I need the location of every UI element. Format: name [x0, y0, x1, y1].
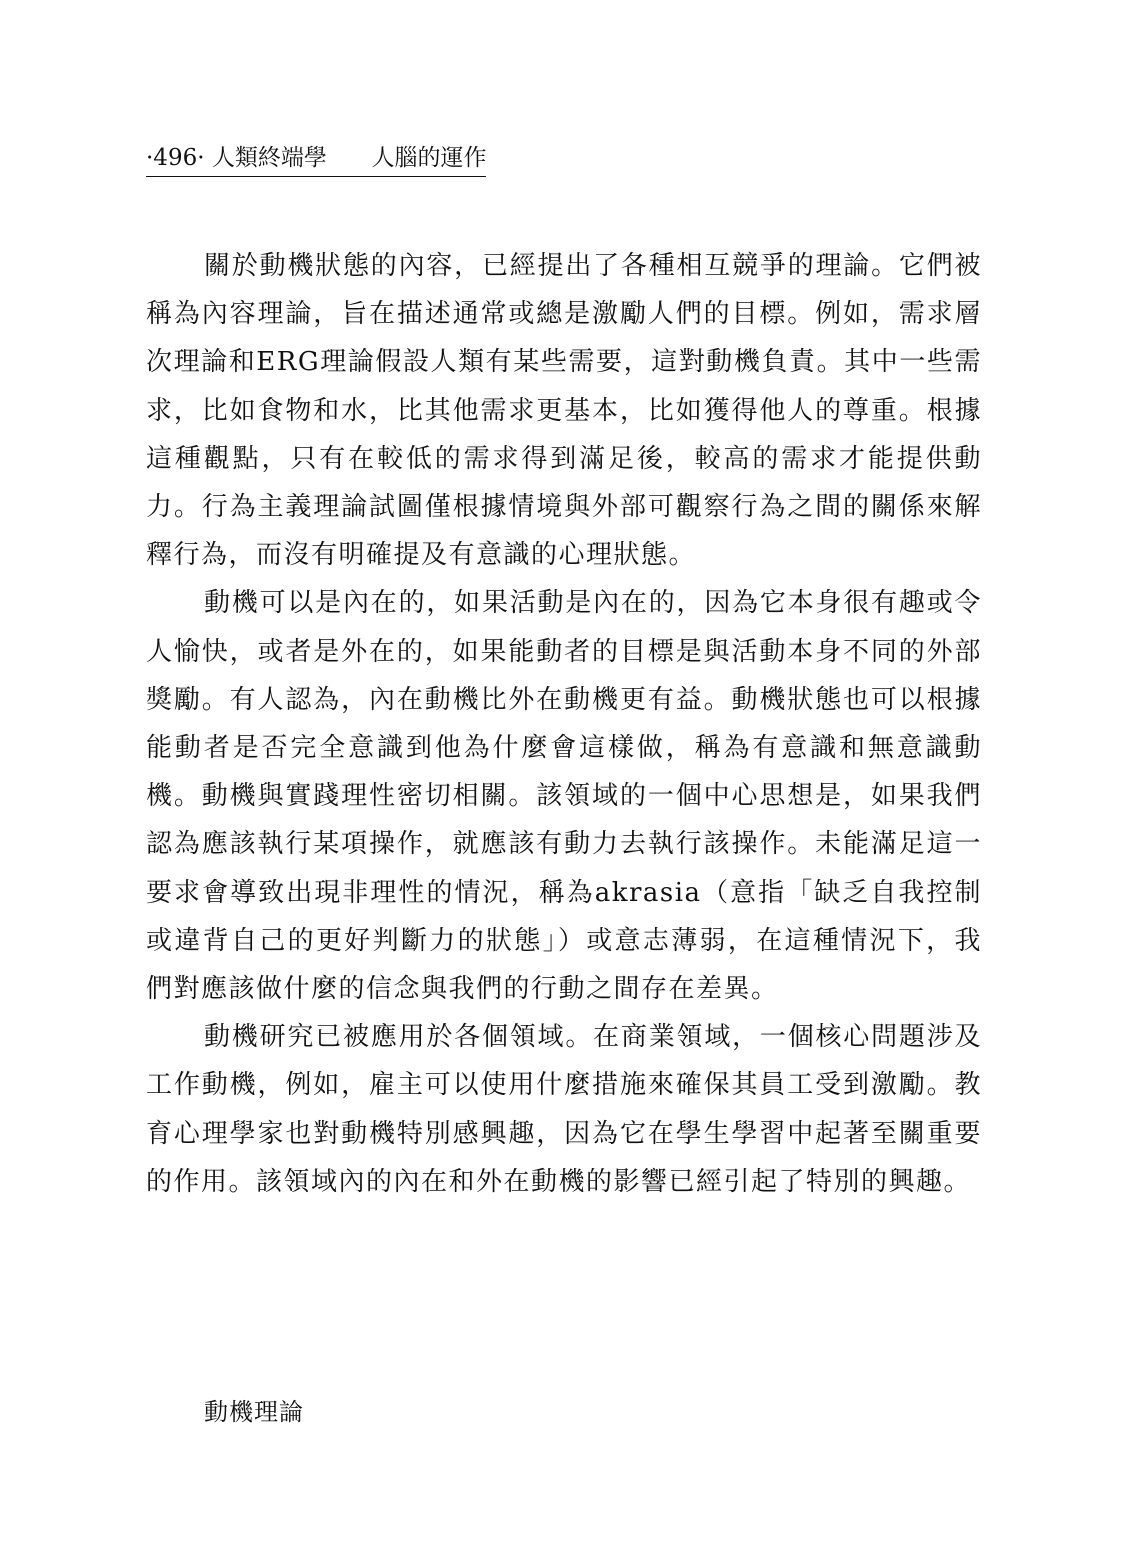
body-text — [146, 242, 982, 1206]
page-number: ·496· — [146, 145, 205, 171]
book-title: 人類終端學 — [211, 145, 327, 171]
section-heading: 動機理論 — [204, 1398, 304, 1426]
paragraph-content-theories: 關於動機狀態的內容，已經提出了各種相互競爭的理論。它們被稱為內容理論，旨在描述通常或總是激勵人們的目標。例如，需求層次理論和ERG理論假設人類有某些需要，這對動機負責。其中一些需求，比如食物和水，比其他需求更基本，比如獲得他人的尊重。根據這種觀點，只有在較低的需求得到滿足後，較高的需求才能提供動力。行為主義理論試圖僅根據情境與外部可觀察行為之間的關係來解釋行為，而沒有明確提及有意識的心理狀態。 — [146, 251, 982, 571]
paragraph-applications: 動機研究已被應用於各個領域。在商業領域，一個核心問題涉及工作動機，例如，雇主可以使用什麼措施來確保其員工受到激勵。教育心理學家也對動機特別感興趣，因為它在學生學習中起著至關重要的作用。該領域內的內在和外在動機的影響已經引起了特別的興趣。 — [146, 1022, 982, 1197]
chapter-title: 人腦的運作 — [371, 145, 487, 171]
paragraph-intrinsic-extrinsic: 動機可以是內在的，如果活動是內在的，因為它本身很有趣或令人愉快，或者是外在的，如果能動者的目標是與活動本身不同的外部獎勵。有人認為，內在動機比外在動機更有益。動機狀態也可以根據能動者是否完全意識到他為什麼會這樣做，稱為有意識和無意識動機。動機與實踐理性密切相關。該領域的一個中心思想是，如果我們認為應該執行某項操作，就應該有動力去執行該操作。未能滿足這一要求會導致出現非理性的情況，稱為akrasia（意指「缺乏自我控制或違背自己的更好判斷力的狀態」）或意志薄弱，在這種情況下，我們對應該做什麼的信念與我們的行動之間存在差異。 — [146, 588, 982, 1005]
running-header — [146, 142, 486, 177]
